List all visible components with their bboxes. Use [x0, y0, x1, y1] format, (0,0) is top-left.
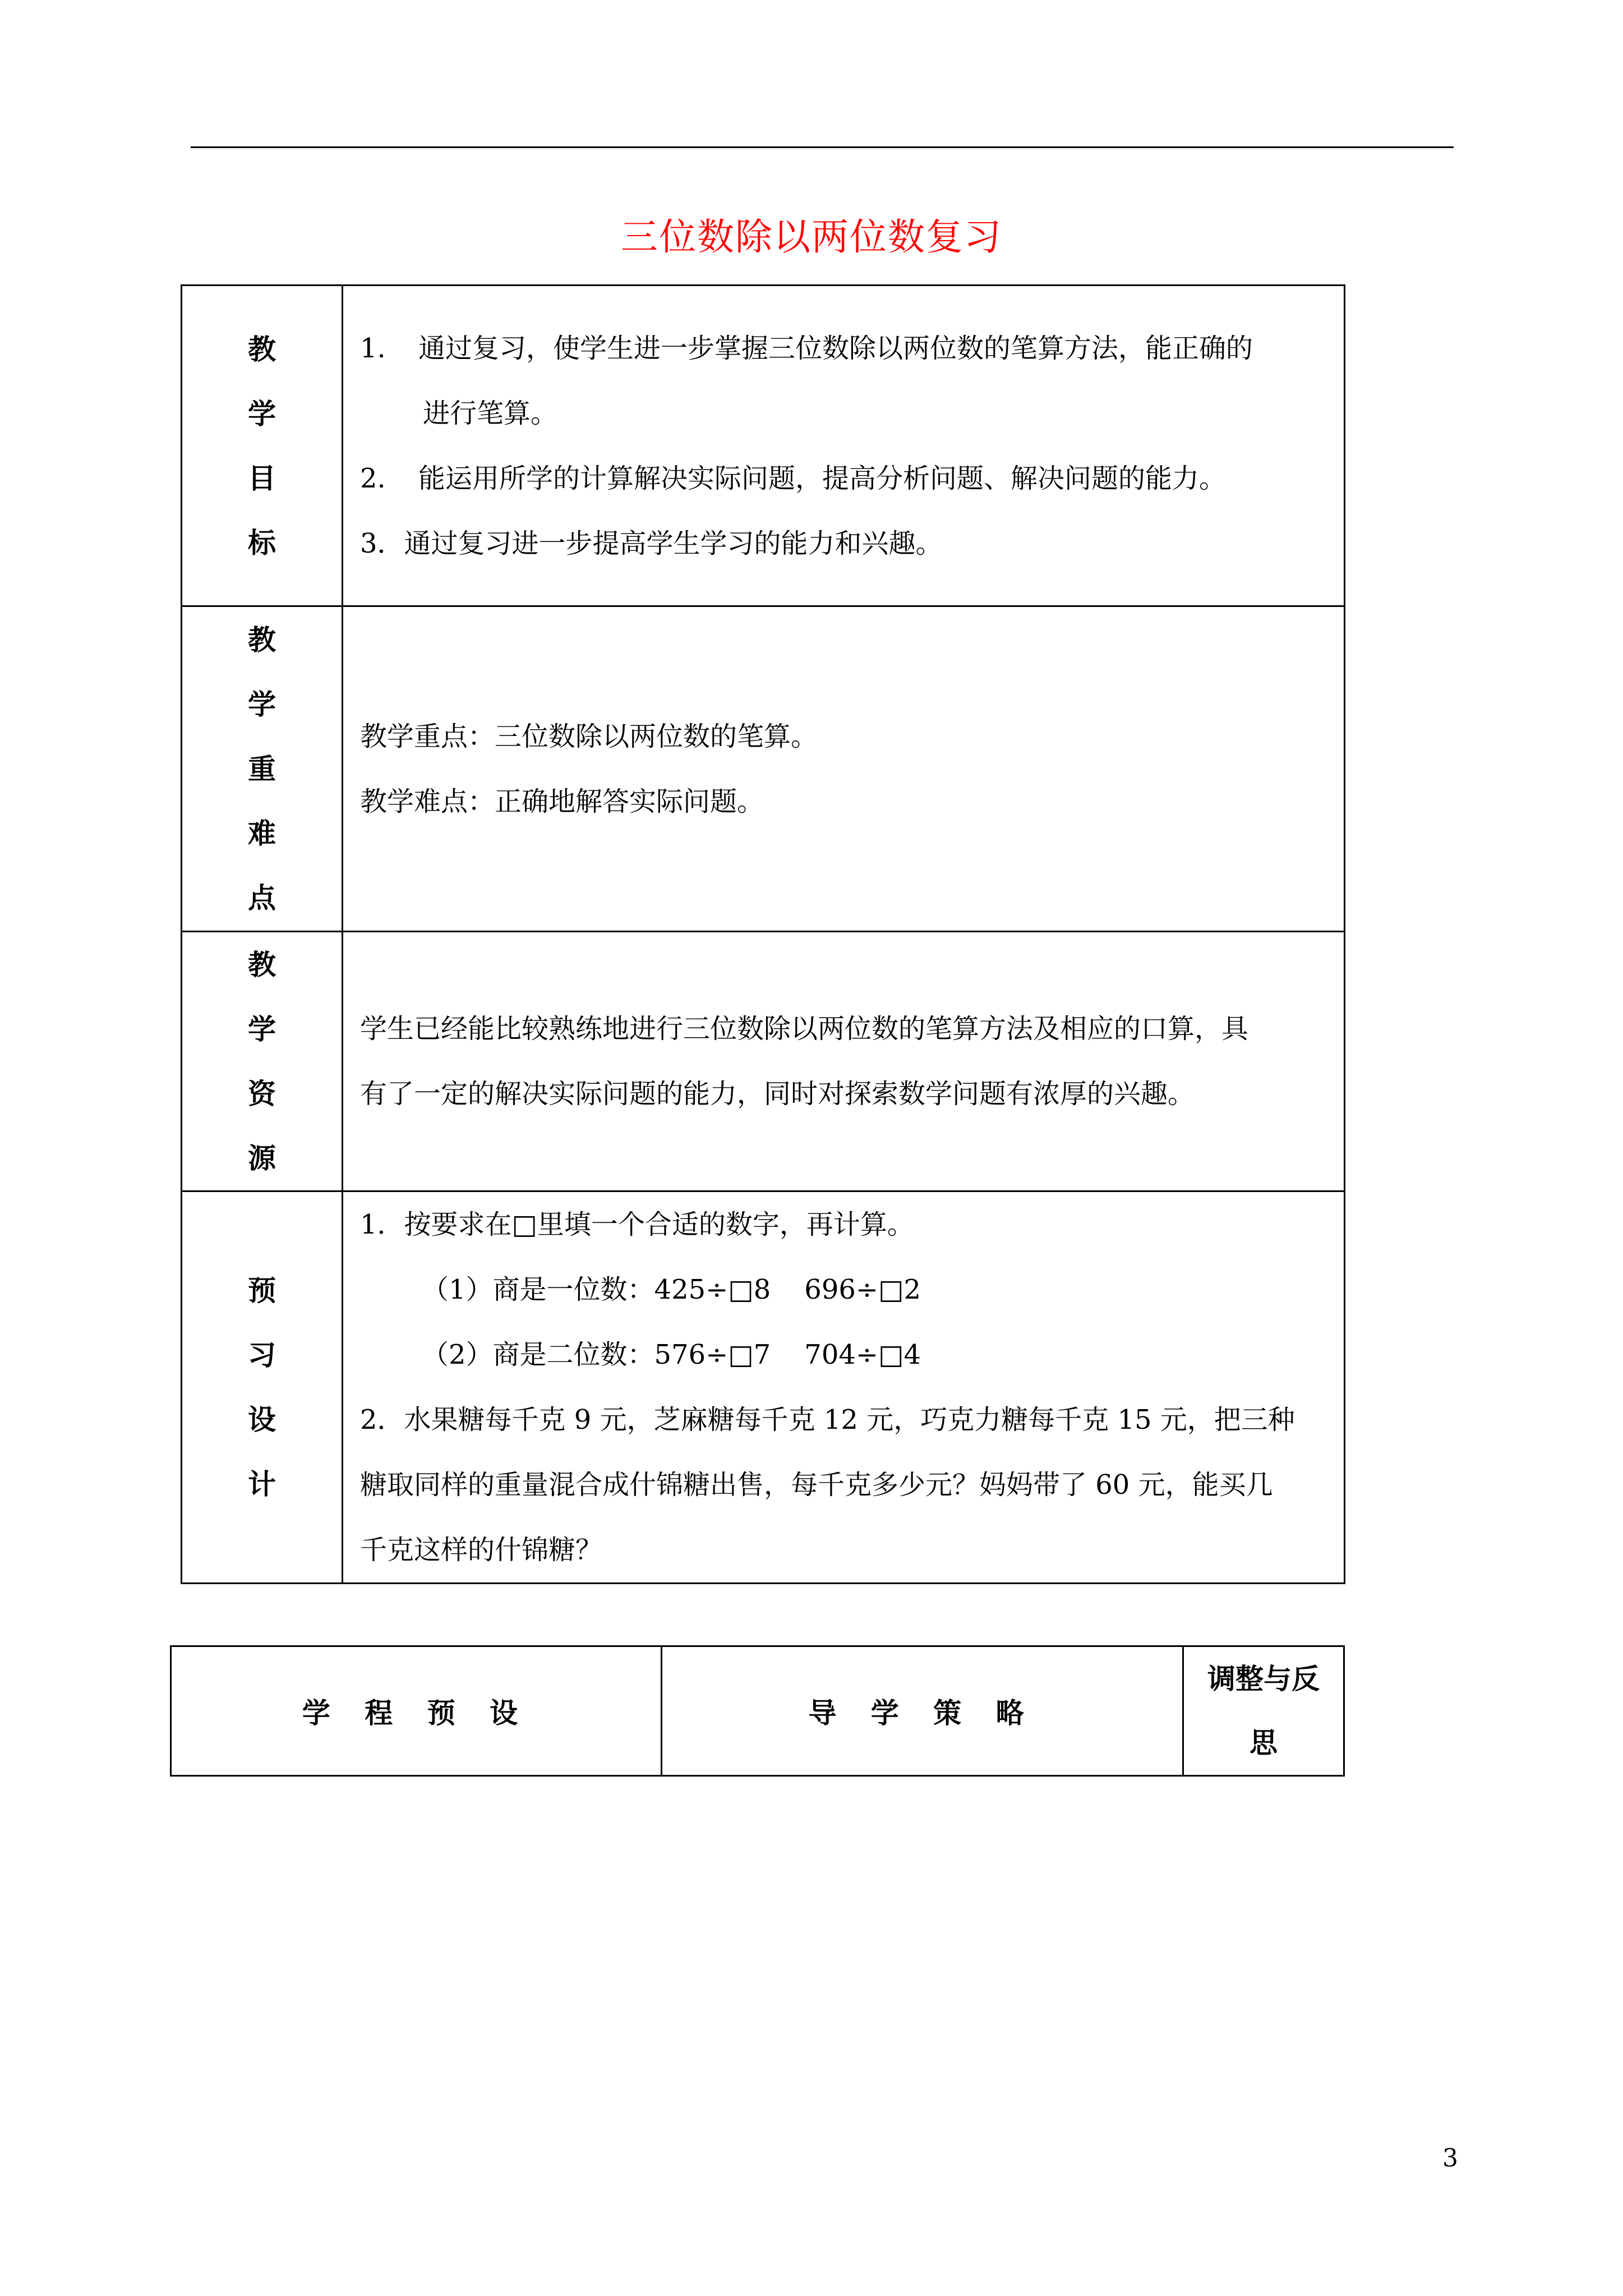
resources-label: 教 学 资 源: [182, 932, 343, 1191]
process-header-row: [171, 1646, 1344, 1776]
objectives-content: [343, 286, 1345, 606]
resources-line: 有了一定的解决实际问题的能力，同时对探索数学问题有浓厚的兴趣。: [360, 1078, 1195, 1110]
preview-question-2-line: 糖取同样的重量混合成什锦糖出售，每千克多少元？妈妈带了 60 元，能买几: [360, 1469, 1273, 1501]
learning-process-table: [170, 1645, 1345, 1777]
key-points-content: [343, 606, 1345, 932]
objective-item-continuation: 进行笔算。: [423, 397, 558, 429]
resources-row: [182, 932, 1345, 1191]
preview-subquestion-2: （2）商是二位数：576÷□7 704÷□4: [422, 1339, 921, 1370]
resources-content: [343, 932, 1345, 1191]
column-header-process: 学 程 预 设: [171, 1646, 662, 1776]
key-point-line: 教学重点：三位数除以两位数的笔算。: [360, 720, 818, 752]
header-rule: [191, 146, 1454, 148]
page-number: 3: [1442, 2144, 1458, 2173]
resources-line: 学生已经能比较熟练地进行三位数除以两位数的笔算方法及相应的口算，具: [360, 1013, 1249, 1045]
lesson-plan-table: [181, 284, 1345, 1584]
objective-item: 2. 能运用所学的计算解决实际问题，提高分析问题、解决问题的能力。: [360, 462, 1227, 494]
preview-question-2-line: 千克这样的什锦糖？: [360, 1534, 603, 1566]
key-points-label: 教 学 重 难 点: [182, 606, 343, 932]
preview-row: [182, 1191, 1345, 1584]
preview-label: 预 习 设 计: [182, 1191, 343, 1584]
key-points-row: [182, 606, 1345, 932]
preview-subquestion-1: （1）商是一位数：425÷□8 696÷□2: [422, 1274, 921, 1305]
objectives-label: 教 学 目 标: [182, 286, 343, 606]
objective-item: 1. 通过复习，使学生进一步掌握三位数除以两位数的笔算方法，能正确的: [360, 332, 1253, 364]
column-header-reflection: 调整与反 思: [1183, 1646, 1344, 1776]
preview-question-2-line: 2．水果糖每千克 9 元，芝麻糖每千克 12 元，巧克力糖每千克 15 元，把三种: [360, 1404, 1295, 1435]
page-title: 三位数除以两位数复习: [621, 215, 1002, 259]
objective-item: 3．通过复习进一步提高学生学习的能力和兴趣。: [360, 527, 943, 559]
objectives-row: [182, 286, 1345, 606]
preview-question-1: 1．按要求在□里填一个合适的数字，再计算。: [360, 1209, 914, 1240]
difficulty-line: 教学难点：正确地解答实际问题。: [360, 785, 764, 817]
preview-content: [343, 1191, 1345, 1584]
column-header-strategy: 导 学 策 略: [662, 1646, 1183, 1776]
